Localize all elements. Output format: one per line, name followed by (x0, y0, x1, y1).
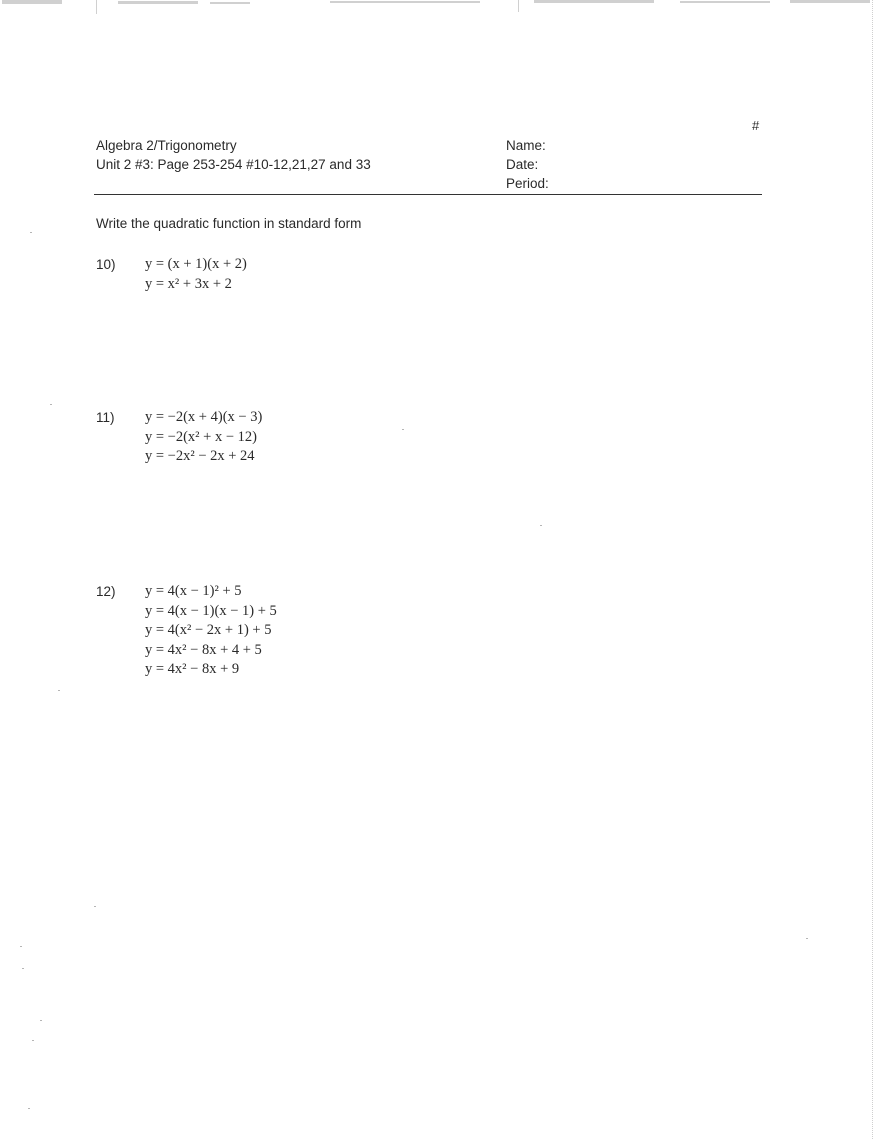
student-info-block (506, 136, 549, 193)
name-label: Name: (506, 138, 546, 153)
solution-steps (145, 408, 262, 467)
course-header (96, 136, 371, 174)
scan-speck (402, 429, 404, 430)
scan-speck (540, 525, 542, 526)
period-label: Period: (506, 176, 549, 191)
solution-step: y = 4(x² − 2x + 1) + 5 (145, 622, 272, 638)
solution-steps (145, 582, 277, 680)
solution-step: y = −2(x + 4)(x − 3) (145, 409, 263, 425)
scan-speck (32, 1040, 34, 1041)
problem-number: 12) (96, 584, 116, 599)
scan-speck (20, 946, 22, 947)
assignment-line: Unit 2 #3: Page 253-254 #10-12,21,27 and 33 (96, 157, 371, 172)
problem-12 (96, 582, 277, 680)
course-title: Algebra 2/Trigonometry (96, 138, 237, 153)
solution-step: y = 4x² − 8x + 9 (145, 661, 240, 677)
date-label: Date: (506, 157, 539, 172)
scan-speck (50, 404, 52, 405)
solution-steps (145, 255, 247, 294)
problem-number: 10) (96, 257, 116, 272)
scan-speck (28, 1108, 30, 1109)
solution-step: y = −2x² − 2x + 24 (145, 448, 255, 464)
scan-speck (30, 232, 32, 233)
solution-step: y = −2(x² + x − 12) (145, 428, 257, 445)
solution-step: y = 4(x − 1)(x − 1) + 5 (145, 602, 277, 619)
page-hash-mark: # (752, 118, 760, 133)
header-divider (94, 194, 762, 195)
solution-step: y = x² + 3x + 2 (145, 275, 232, 292)
scan-speck (806, 938, 808, 939)
scan-speck (40, 1020, 42, 1021)
solution-step: y = 4x² − 8x + 4 + 5 (145, 641, 262, 658)
problem-10 (96, 255, 247, 294)
instructions: Write the quadratic function in standard form (96, 216, 362, 231)
scan-speck (22, 968, 24, 969)
problem-number: 11) (96, 410, 115, 425)
scan-artifact-right-edge (872, 0, 876, 1139)
scan-speck (58, 690, 60, 691)
problem-11 (96, 408, 262, 467)
scan-speck (94, 906, 96, 907)
solution-step: y = 4(x − 1)² + 5 (145, 583, 242, 599)
scan-artifact-top (0, 0, 880, 14)
solution-step: y = (x + 1)(x + 2) (145, 256, 247, 272)
